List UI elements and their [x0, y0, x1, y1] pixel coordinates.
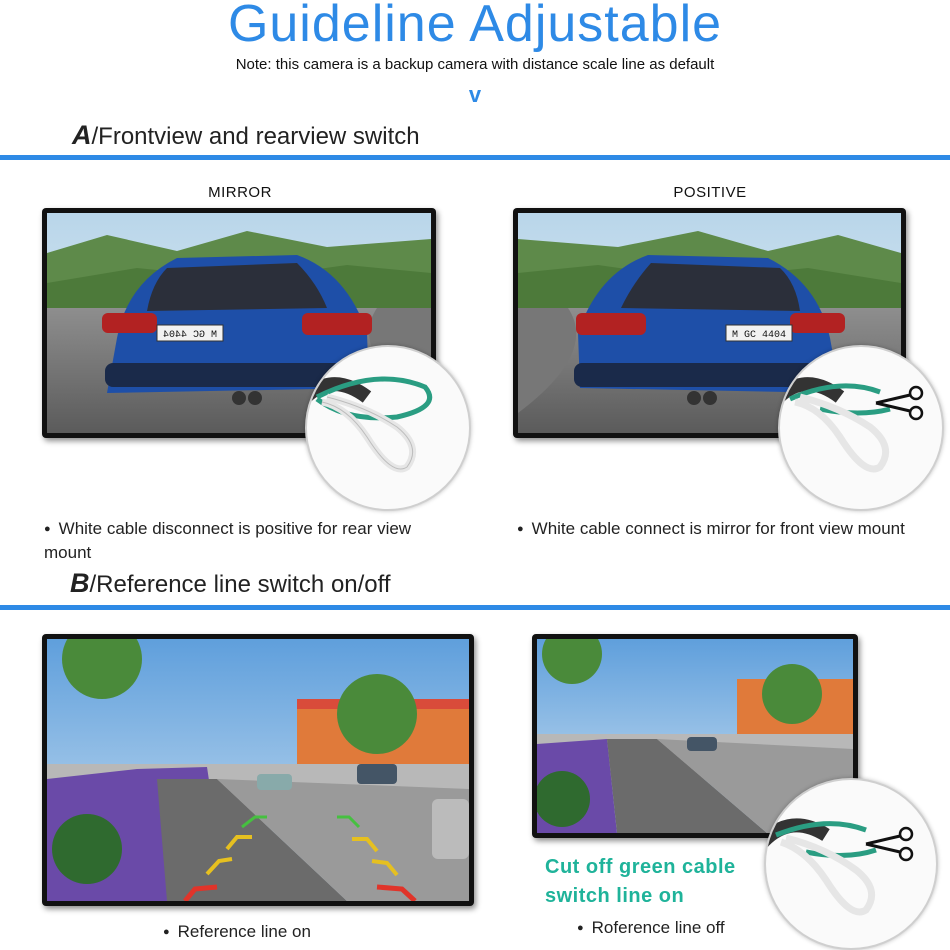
- bullet-icon: ●: [517, 523, 524, 535]
- parking-lot-guideline-image: [47, 639, 469, 901]
- white-cable-cut-closeup: [778, 345, 944, 511]
- cut-note-line-2: switch line on: [545, 885, 685, 907]
- page-title: Guideline Adjustable: [227, 0, 723, 53]
- section-a-label: /Frontview and rearview switch: [91, 123, 420, 150]
- mirror-description: [44, 517, 424, 564]
- bullet-icon: ●: [577, 922, 584, 934]
- positive-description-text: White cable connect is mirror for front view mount: [531, 519, 905, 538]
- cut-note-line-1: Cut off green cable: [545, 856, 736, 878]
- positive-plate: M GC 4404: [731, 330, 787, 341]
- section-b-divider: [0, 605, 950, 610]
- bullet-icon: ●: [44, 523, 51, 535]
- scissors-green-cable-icon: [766, 780, 936, 948]
- reference-on-label: [163, 920, 311, 944]
- chevron-down-icon: v: [468, 82, 482, 107]
- mirror-caption: MIRROR: [208, 184, 272, 201]
- cable-loop-icon: [307, 347, 469, 509]
- bullet-icon: ●: [163, 926, 170, 938]
- section-a-title: [72, 120, 420, 151]
- positive-description: [517, 517, 937, 541]
- positive-caption: POSITIVE: [673, 184, 747, 201]
- section-a-divider: [0, 155, 950, 160]
- reference-on-text: Reference line on: [177, 922, 311, 941]
- cut-green-cable-note: [545, 853, 736, 911]
- section-a-letter: A: [72, 120, 92, 150]
- white-cable-connected-closeup: [305, 345, 471, 511]
- section-b-title: [70, 568, 391, 599]
- reference-off-label: [577, 916, 725, 940]
- header-note: Note: this camera is a backup camera with distance scale line as default: [235, 56, 715, 73]
- mirror-plate: M GC 4404: [162, 330, 218, 341]
- section-b-letter: B: [70, 568, 90, 598]
- section-b-label: /Reference line switch on/off: [89, 571, 391, 598]
- mirror-description-text: White cable disconnect is positive for rear view mount: [44, 519, 412, 562]
- reference-line-on-screen: [42, 634, 474, 906]
- reference-off-text: Roference line off: [591, 918, 725, 937]
- scissors-cable-icon: [780, 347, 942, 509]
- green-cable-cut-closeup: [764, 778, 938, 950]
